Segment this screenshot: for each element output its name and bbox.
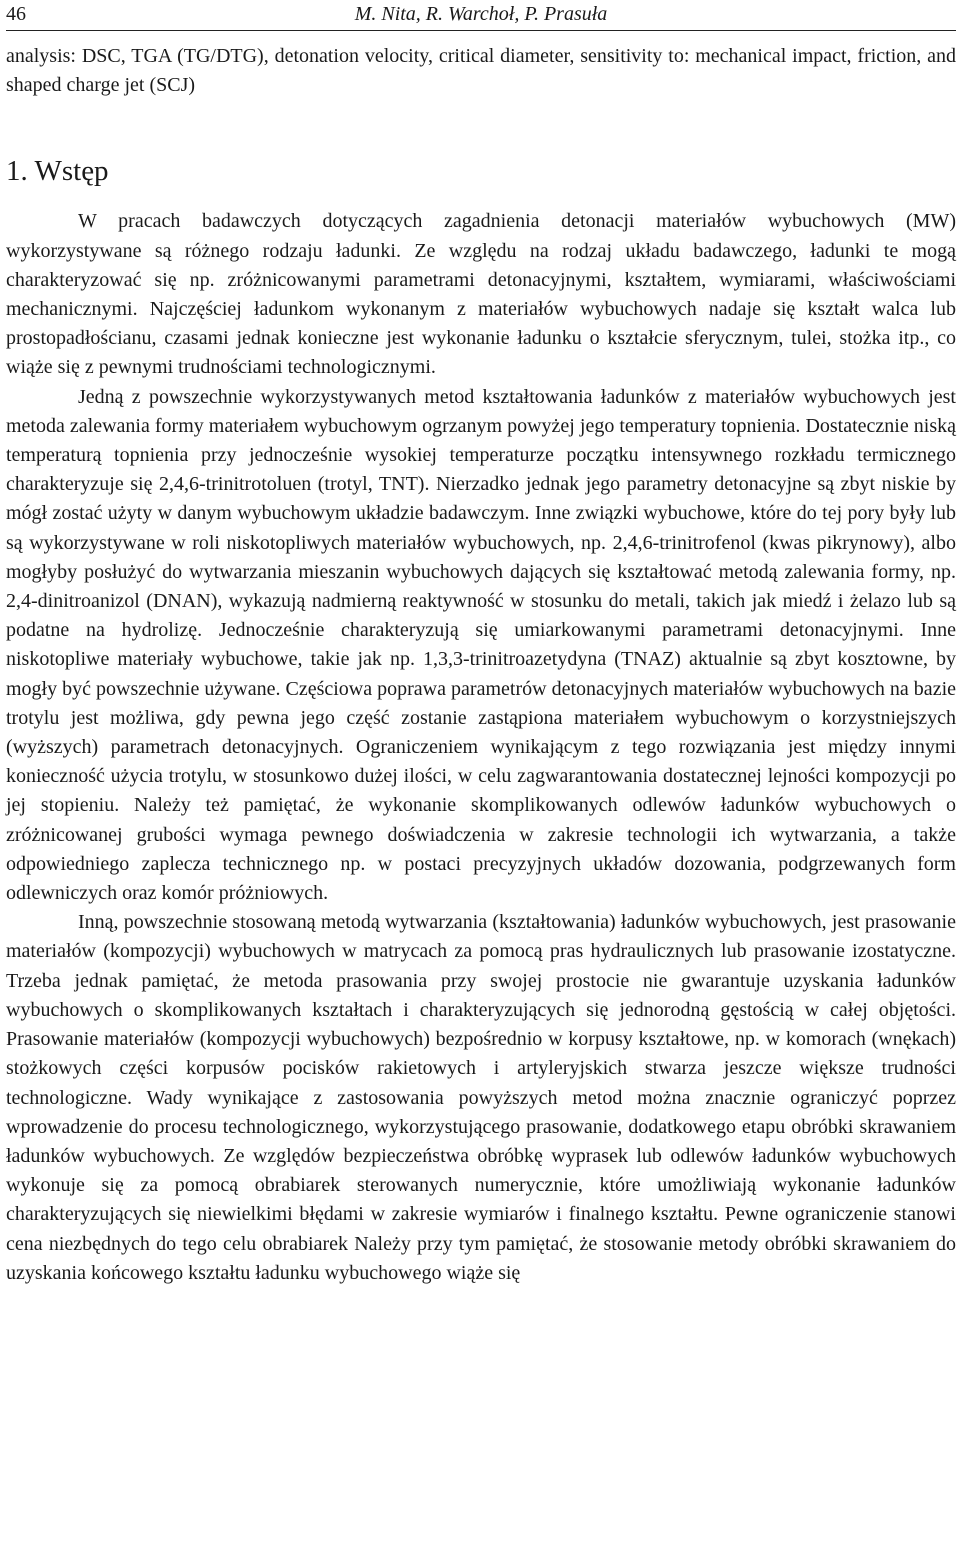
paragraph-3: Inną, powszechnie stosowaną metodą wytwarzania (kształtowania) ładunków wybuchowych, jest prasowanie materiałów (kompozycji) wybuchowych w matrycach za pomocą pras hydraulicznych lub prasowanie izostatyczne. Trzeba jednak pamiętać, że metoda prasowania przy swojej prostocie nie gwarantuje uzyskania ładunków wybuchowych o skomplikowanych kształtach i charakteryzujących się jednorodną gęstością w całej objętości. Prasowanie materiałów (kompozycji wybuchowych) bezpośrednio w korpusy kształtowe, np. w komorach (wnękach) stożkowych części korpusów pocisków rakietowych i artyleryjskich stwarza jeszcze większe trudności technologiczne. Wady wynikające z zastosowania powyższych metod można znacznie ograniczyć poprzez wprowadzenie do procesu technologicznego, wykorzystującego prasowanie, dodatkowego etapu obróbki skrawaniem ładunków wybuchowych. Ze względów bezpieczeństwa obróbkę wyprasek lub odlewów ładunków wybuchowych wykonuje się za pomocą obrabiarek sterowanych numerycznie, które umożliwiają wykonanie ładunków charakteryzujących się niewielkimi błędami w zakresie wymiarów i finalnego kształtu. Pewne ograniczenie stanowi cena niezbędnych do tego celu obrabiarek Należy przy tym pamiętać, że stosowanie metody obróbki skrawaniem do uzyskania końcowego kształtu ładunku wybuchowego wiąże się [6,911,956,1284]
paragraph-1: W pracach badawczych dotyczących zagadnienia detonacji materiałów wybuchowych (MW) wykorzystywane są różnego rodzaju ładunki. Ze względu na rodzaj układu badawczego, ładunki te mogą charakteryzować się np. zróżnicowanymi parametrami detonacyjnymi, kształtem, wymiarami, właściwościami mechanicznymi. Najczęściej ładunkom wykonanym z materiałów wybuchowych nadaje się kształt walca lub prostopadłościanu, czasami jednak konieczne jest wykonanie ładunku o kształcie sferycznym, tulei, stożka itp., co wiąże się z pewnymi trudnościami technologicznymi. [6,210,956,379]
paragraph-2: Jedną z powszechnie wykorzystywanych metod kształtowania ładunków z materiałów wybuchowych jest metoda zalewania formy materiałem wybuchowym ogrzanym powyżej jego temperatury topnienia. Dostatecznie niską temperaturą topnienia przy jednocześnie wysokiej temperaturze początku intensywnego rozkładu termicznego charakteryzuje się 2,4,6-trinitrotoluen (trotyl, TNT). Nierzadko jednak jego parametry detonacyjne są zbyt niskie by mógł zostać użyty w danym wybuchowym układzie badawczym. Inne związki wybuchowe, które do tej pory były lub są wykorzystywane w roli niskotopliwych materiałów wybuchowych, np. 2,4,6-trinitrofenol (kwas pikrynowy), albo mogłyby posłużyć do wytwarzania mieszanin wybuchowych dających się kształtować metodą zalewania formy, np. 2,4-dinitroanizol (DNAN), wykazują nadmierną reaktywność w stosunku do metali, takich jak miedź i żelazo lub są podatne na hydrolizę. Jednocześnie charakteryzują się umiarkowanymi parametrami detonacyjnymi. Inne niskotopliwe materiały wybuchowe, takie jak np. 1,3,3-trinitroazetydyna (TNAZ) aktualnie są zbyt kosztowne, by mogły być powszechnie używane. Częściowa poprawa parametrów detonacyjnych materiałów wybuchowych na bazie trotylu jest możliwa, gdy pewna jego część zostanie zastąpiona materiałem wybuchowym o korzystniejszych (wyższych) parametrach detonacyjnych. Ograniczeniem wynikającym z tego rozwiązania jest między innymi konieczność użycia trotylu, w stosunkowo dużej ilości, w celu zagwarantowania dostatecznej lejności kompozycji po jej stopieniu. Należy też pamiętać, że wykonanie skomplikowanych odlewów ładunków wybuchowych o zróżnicowanej grubości wymaga pewnego doświadczenia w zakresie technologii ich wytwarzania, a także odpowiedniego zaplecza technicznego np. w postaci precyzyjnych układów dozowania, podgrzewanych form odlewniczych oraz komór próżniowych. [6,385,956,905]
document-page [6,0,956,1288]
page-number: 46 [6,3,26,25]
page-header [6,0,956,31]
section-heading: 1. Wstęp [6,155,109,188]
abstract-continuation: analysis: DSC, TGA (TG/DTG), detonation velocity, critical diameter, sensitivity to: mechanical impact, friction, and shaped charge jet (SCJ) [6,45,956,97]
running-head: M. Nita, R. Warchoł, P. Prasuła [354,3,608,25]
